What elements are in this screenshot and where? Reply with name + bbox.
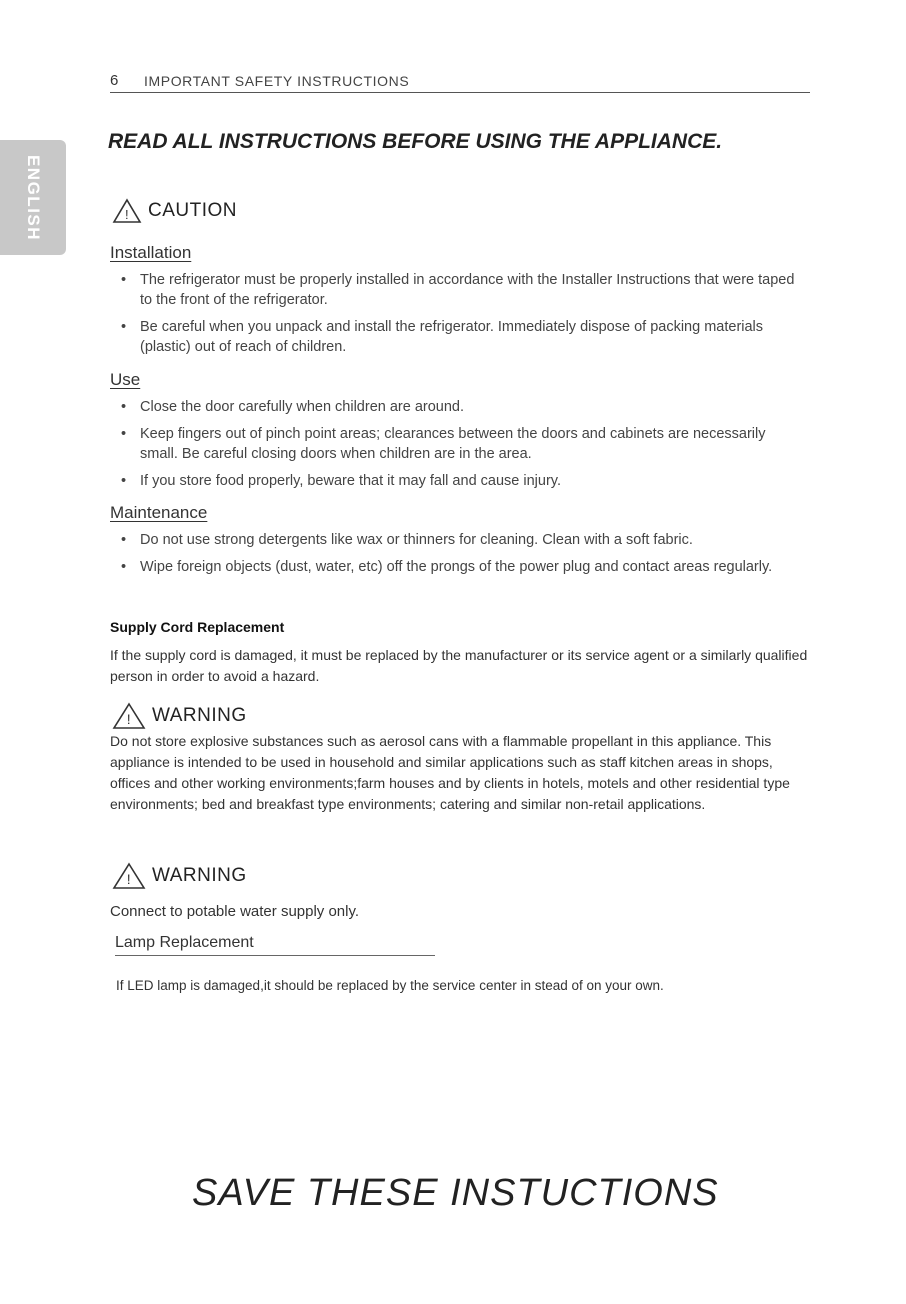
warning-text: Connect to potable water supply only.	[110, 903, 360, 920]
list-item: • The refrigerator must be properly installed in accordance with the Installer Instructions that were taped to the front of the refrigerator.	[110, 270, 800, 310]
maintenance-title: Maintenance	[110, 503, 208, 522]
warning-text: Do not store explosive substances such as aerosol cans with a flammable propellant in this appliance. This appliance is intended to be used in household and similar applications such as staff kitchen areas in shops, offices and other working environments;farm houses and by clients in hotels, motels and other residential type environments; bed and breakfast type environments; catering and similar non-retail applications.	[110, 733, 790, 812]
page-number: 6	[110, 72, 119, 89]
warning-label: WARNING	[152, 705, 247, 726]
warning-heading	[112, 702, 247, 730]
list-item: • Be careful when you unpack and install the refrigerator. Immediately dispose of packing materials (plastic) out of reach of children.	[110, 317, 800, 357]
svg-text:!: !	[126, 711, 132, 727]
list-item: • Do not use strong detergents like wax or thinners for cleaning. Clean with a soft fabric.	[110, 530, 800, 550]
warning-triangle-icon	[112, 702, 146, 730]
svg-text:!: !	[124, 207, 130, 222]
use-list	[110, 397, 800, 498]
list-item: • Wipe foreign objects (dust, water, etc) off the prongs of the power plug and contact areas regularly.	[110, 557, 800, 577]
lamp-replacement-title: Lamp Replacement	[115, 934, 435, 956]
save-instructions-footer: SAVE THESE INSTUCTIONS	[192, 1172, 719, 1214]
lamp-replacement-text: If LED lamp is damaged,it should be replaced by the service center in stead of on your own.	[116, 978, 664, 993]
list-item: • Close the door carefully when children are around.	[110, 397, 800, 417]
read-all-heading: READ ALL INSTRUCTIONS BEFORE USING THE APPLIANCE.	[108, 130, 723, 153]
supply-cord-title: Supply Cord Replacement	[110, 619, 285, 635]
list-item: • Keep fingers out of pinch point areas; clearances between the doors and cabinets are necessarily small. Be careful closing doors when children are in the area.	[110, 424, 800, 464]
caution-label: CAUTION	[148, 200, 237, 221]
section-title: IMPORTANT SAFETY INSTRUCTIONS	[144, 73, 410, 89]
svg-text:!: !	[126, 871, 132, 887]
warning-triangle-icon	[112, 198, 142, 224]
use-title: Use	[110, 370, 141, 389]
installation-list	[110, 270, 800, 364]
warning-triangle-icon	[112, 862, 146, 890]
list-item: • If you store food properly, beware that it may fall and cause injury.	[110, 471, 800, 491]
language-label: ENGLISH	[24, 154, 43, 241]
warning-label: WARNING	[152, 865, 247, 886]
supply-cord-text: If the supply cord is damaged, it must be replaced by the manufacturer or its service agent or a similarly qualified person in order to avoid a hazard.	[110, 647, 808, 684]
caution-heading	[112, 198, 237, 224]
warning-heading	[112, 862, 247, 890]
maintenance-list	[110, 530, 800, 584]
page-header	[110, 72, 810, 93]
language-side-tab	[0, 140, 66, 255]
installation-title: Installation	[110, 243, 192, 262]
